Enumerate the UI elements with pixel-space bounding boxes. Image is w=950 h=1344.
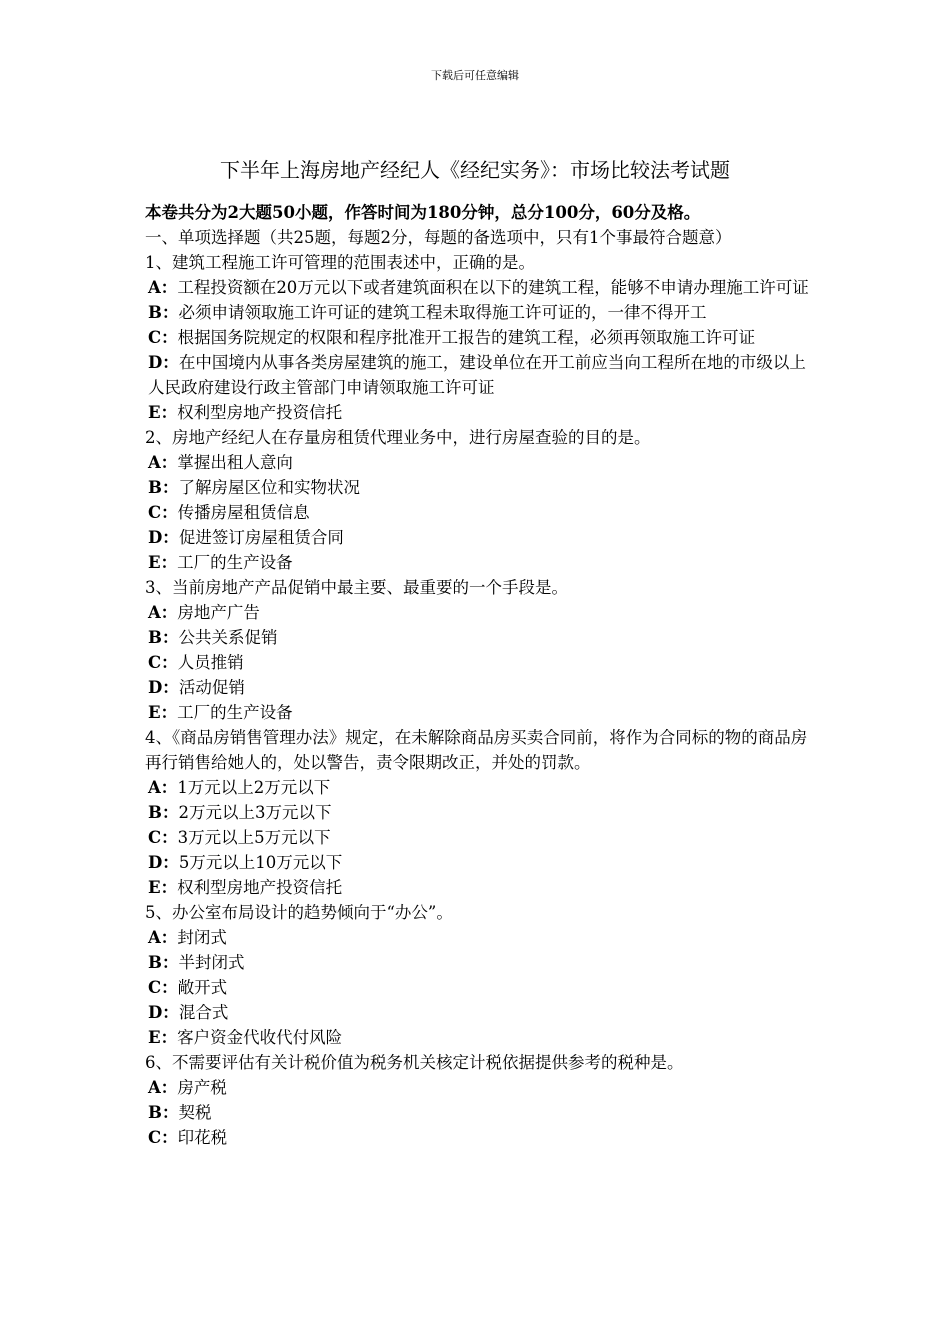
answer-option: [145, 775, 810, 800]
answer-option-key: C：: [148, 1128, 178, 1147]
page-header-note: 下载后可任意编辑: [431, 69, 519, 82]
answer-option: [145, 825, 810, 850]
answer-option-key: D：: [148, 1003, 179, 1022]
answer-option-key: B：: [148, 628, 179, 647]
answer-option-text: 2万元以上3万元以下: [178, 803, 332, 822]
answer-option-key: D：: [148, 678, 179, 697]
answer-option-text: 客户资金代收代付风险: [177, 1028, 343, 1047]
answer-option: [145, 1075, 810, 1100]
answer-option: [145, 975, 810, 1000]
answer-option: [145, 525, 810, 550]
answer-option: [145, 800, 810, 825]
exam-summary: 本卷共分为2大题50小题，作答时间为180分钟，总分100分，60分及格。: [145, 203, 701, 222]
answer-option-key: C：: [148, 328, 178, 347]
answer-option-key: B：: [148, 303, 179, 322]
answer-option-key: B：: [148, 953, 179, 972]
answer-option-text: 传播房屋租赁信息: [177, 503, 310, 522]
answer-option-key: E：: [148, 553, 178, 572]
answer-option: [145, 950, 810, 975]
question-list: [145, 250, 810, 1150]
answer-option-text: 工程投资额在20万元以下或者建筑面积在以下的建筑工程，能够不申请办理施工许可证: [177, 278, 809, 297]
answer-option: [145, 1125, 810, 1150]
answer-option: [145, 350, 810, 400]
answer-option-text: 混合式: [178, 1003, 229, 1022]
answer-option-key: D：: [148, 528, 179, 547]
answer-option-text: 契税: [178, 1103, 212, 1122]
question-stem: 6、不需要评估有关计税价值为税务机关核定计税依据提供参考的税种是。: [145, 1053, 684, 1072]
answer-option: [145, 325, 810, 350]
question-stem: 1、建筑工程施工许可管理的范围表述中，正确的是。: [145, 253, 535, 272]
answer-option: [145, 475, 810, 500]
answer-option: [145, 650, 810, 675]
answer-option-text: 半封闭式: [178, 953, 245, 972]
question-item: [145, 575, 810, 725]
answer-option-key: A：: [148, 928, 178, 947]
answer-option-text: 了解房屋区位和实物状况: [178, 478, 360, 497]
answer-option: [145, 300, 810, 325]
question-stem: 4、《商品房销售管理办法》规定，在未解除商品房买卖合同前，将作为合同标的物的商品房再行销售给她人的，处以警告，责令限期改正，并处的罚款。: [145, 728, 808, 772]
answer-option-text: 活动促销: [178, 678, 245, 697]
answer-option: [145, 500, 810, 525]
answer-option-key: C：: [148, 653, 178, 672]
answer-option-text: 工厂的生产设备: [177, 553, 293, 572]
answer-option: [145, 275, 810, 300]
question-stem: 3、当前房地产产品促销中最主要、最重要的一个手段是。: [145, 578, 568, 597]
answer-option-key: A：: [148, 278, 178, 297]
answer-option: [145, 550, 810, 575]
answer-option: [145, 1100, 810, 1125]
answer-option-key: B：: [148, 478, 179, 497]
answer-option-key: C：: [148, 828, 178, 847]
answer-option-text: 促进签订房屋租赁合同: [178, 528, 344, 547]
answer-option-key: A：: [148, 453, 178, 472]
question-item: [145, 250, 810, 425]
answer-option-text: 3万元以上5万元以下: [177, 828, 331, 847]
question-item: [145, 1050, 810, 1150]
document-title: 下半年上海房地产经纪人《经纪实务》：市场比较法考试题: [220, 158, 730, 182]
answer-option-key: E：: [148, 403, 178, 422]
answer-option: [145, 875, 810, 900]
answer-option-text: 权利型房地产投资信托: [177, 403, 343, 422]
answer-option-key: D：: [148, 853, 179, 872]
answer-option-text: 人员推销: [177, 653, 244, 672]
document-body: [145, 200, 810, 1150]
answer-option-text: 1万元以上2万元以下: [177, 778, 331, 797]
answer-option-text: 公共关系促销: [178, 628, 278, 647]
answer-option: [145, 700, 810, 725]
answer-option-key: A：: [148, 1078, 178, 1097]
question-item: [145, 900, 810, 1050]
answer-option: [145, 1000, 810, 1025]
answer-option: [145, 625, 810, 650]
answer-option-key: E：: [148, 878, 178, 897]
question-item: [145, 425, 810, 575]
answer-option: [145, 925, 810, 950]
question-stem: 5、办公室布局设计的趋势倾向于“办公”。: [145, 903, 453, 922]
answer-option-key: A：: [148, 778, 178, 797]
answer-option-text: 根据国务院规定的权限和程序批准开工报告的建筑工程，必须再领取施工许可证: [177, 328, 756, 347]
answer-option-text: 房产税: [177, 1078, 227, 1097]
answer-option: [145, 600, 810, 625]
answer-option-text: 必须申请领取施工许可证的建筑工程未取得施工许可证的，一律不得开工: [178, 303, 707, 322]
answer-option: [145, 450, 810, 475]
answer-option-key: E：: [148, 1028, 178, 1047]
answer-option-key: E：: [148, 703, 178, 722]
answer-option: [145, 850, 810, 875]
answer-option-key: C：: [148, 978, 178, 997]
answer-option: [145, 675, 810, 700]
section-heading: 一、单项选择题（共25题，每题2分，每题的备选项中，只有1个事最符合题意）: [145, 228, 732, 247]
answer-option-text: 在中国境内从事各类房屋建筑的施工，建设单位在开工前应当向工程所在地的市级以上人民政府建设行政主管部门申请领取施工许可证: [148, 353, 806, 397]
answer-option-text: 掌握出租人意向: [177, 453, 293, 472]
answer-option-key: B：: [148, 803, 179, 822]
answer-option-text: 工厂的生产设备: [177, 703, 293, 722]
answer-option-text: 敞开式: [177, 978, 228, 997]
answer-option-key: B：: [148, 1103, 179, 1122]
answer-option: [145, 400, 810, 425]
answer-option-text: 5万元以上10万元以下: [178, 853, 343, 872]
answer-option: [145, 1025, 810, 1050]
answer-option-text: 权利型房地产投资信托: [177, 878, 343, 897]
answer-option-text: 印花税: [177, 1128, 228, 1147]
answer-option-text: 房地产广告: [177, 603, 260, 622]
question-stem: 2、房地产经纪人在存量房租赁代理业务中，进行房屋查验的目的是。: [145, 428, 651, 447]
answer-option-key: A：: [148, 603, 178, 622]
answer-option-key: C：: [148, 503, 178, 522]
question-item: [145, 725, 810, 900]
answer-option-key: D：: [148, 353, 179, 372]
answer-option-text: 封闭式: [177, 928, 227, 947]
